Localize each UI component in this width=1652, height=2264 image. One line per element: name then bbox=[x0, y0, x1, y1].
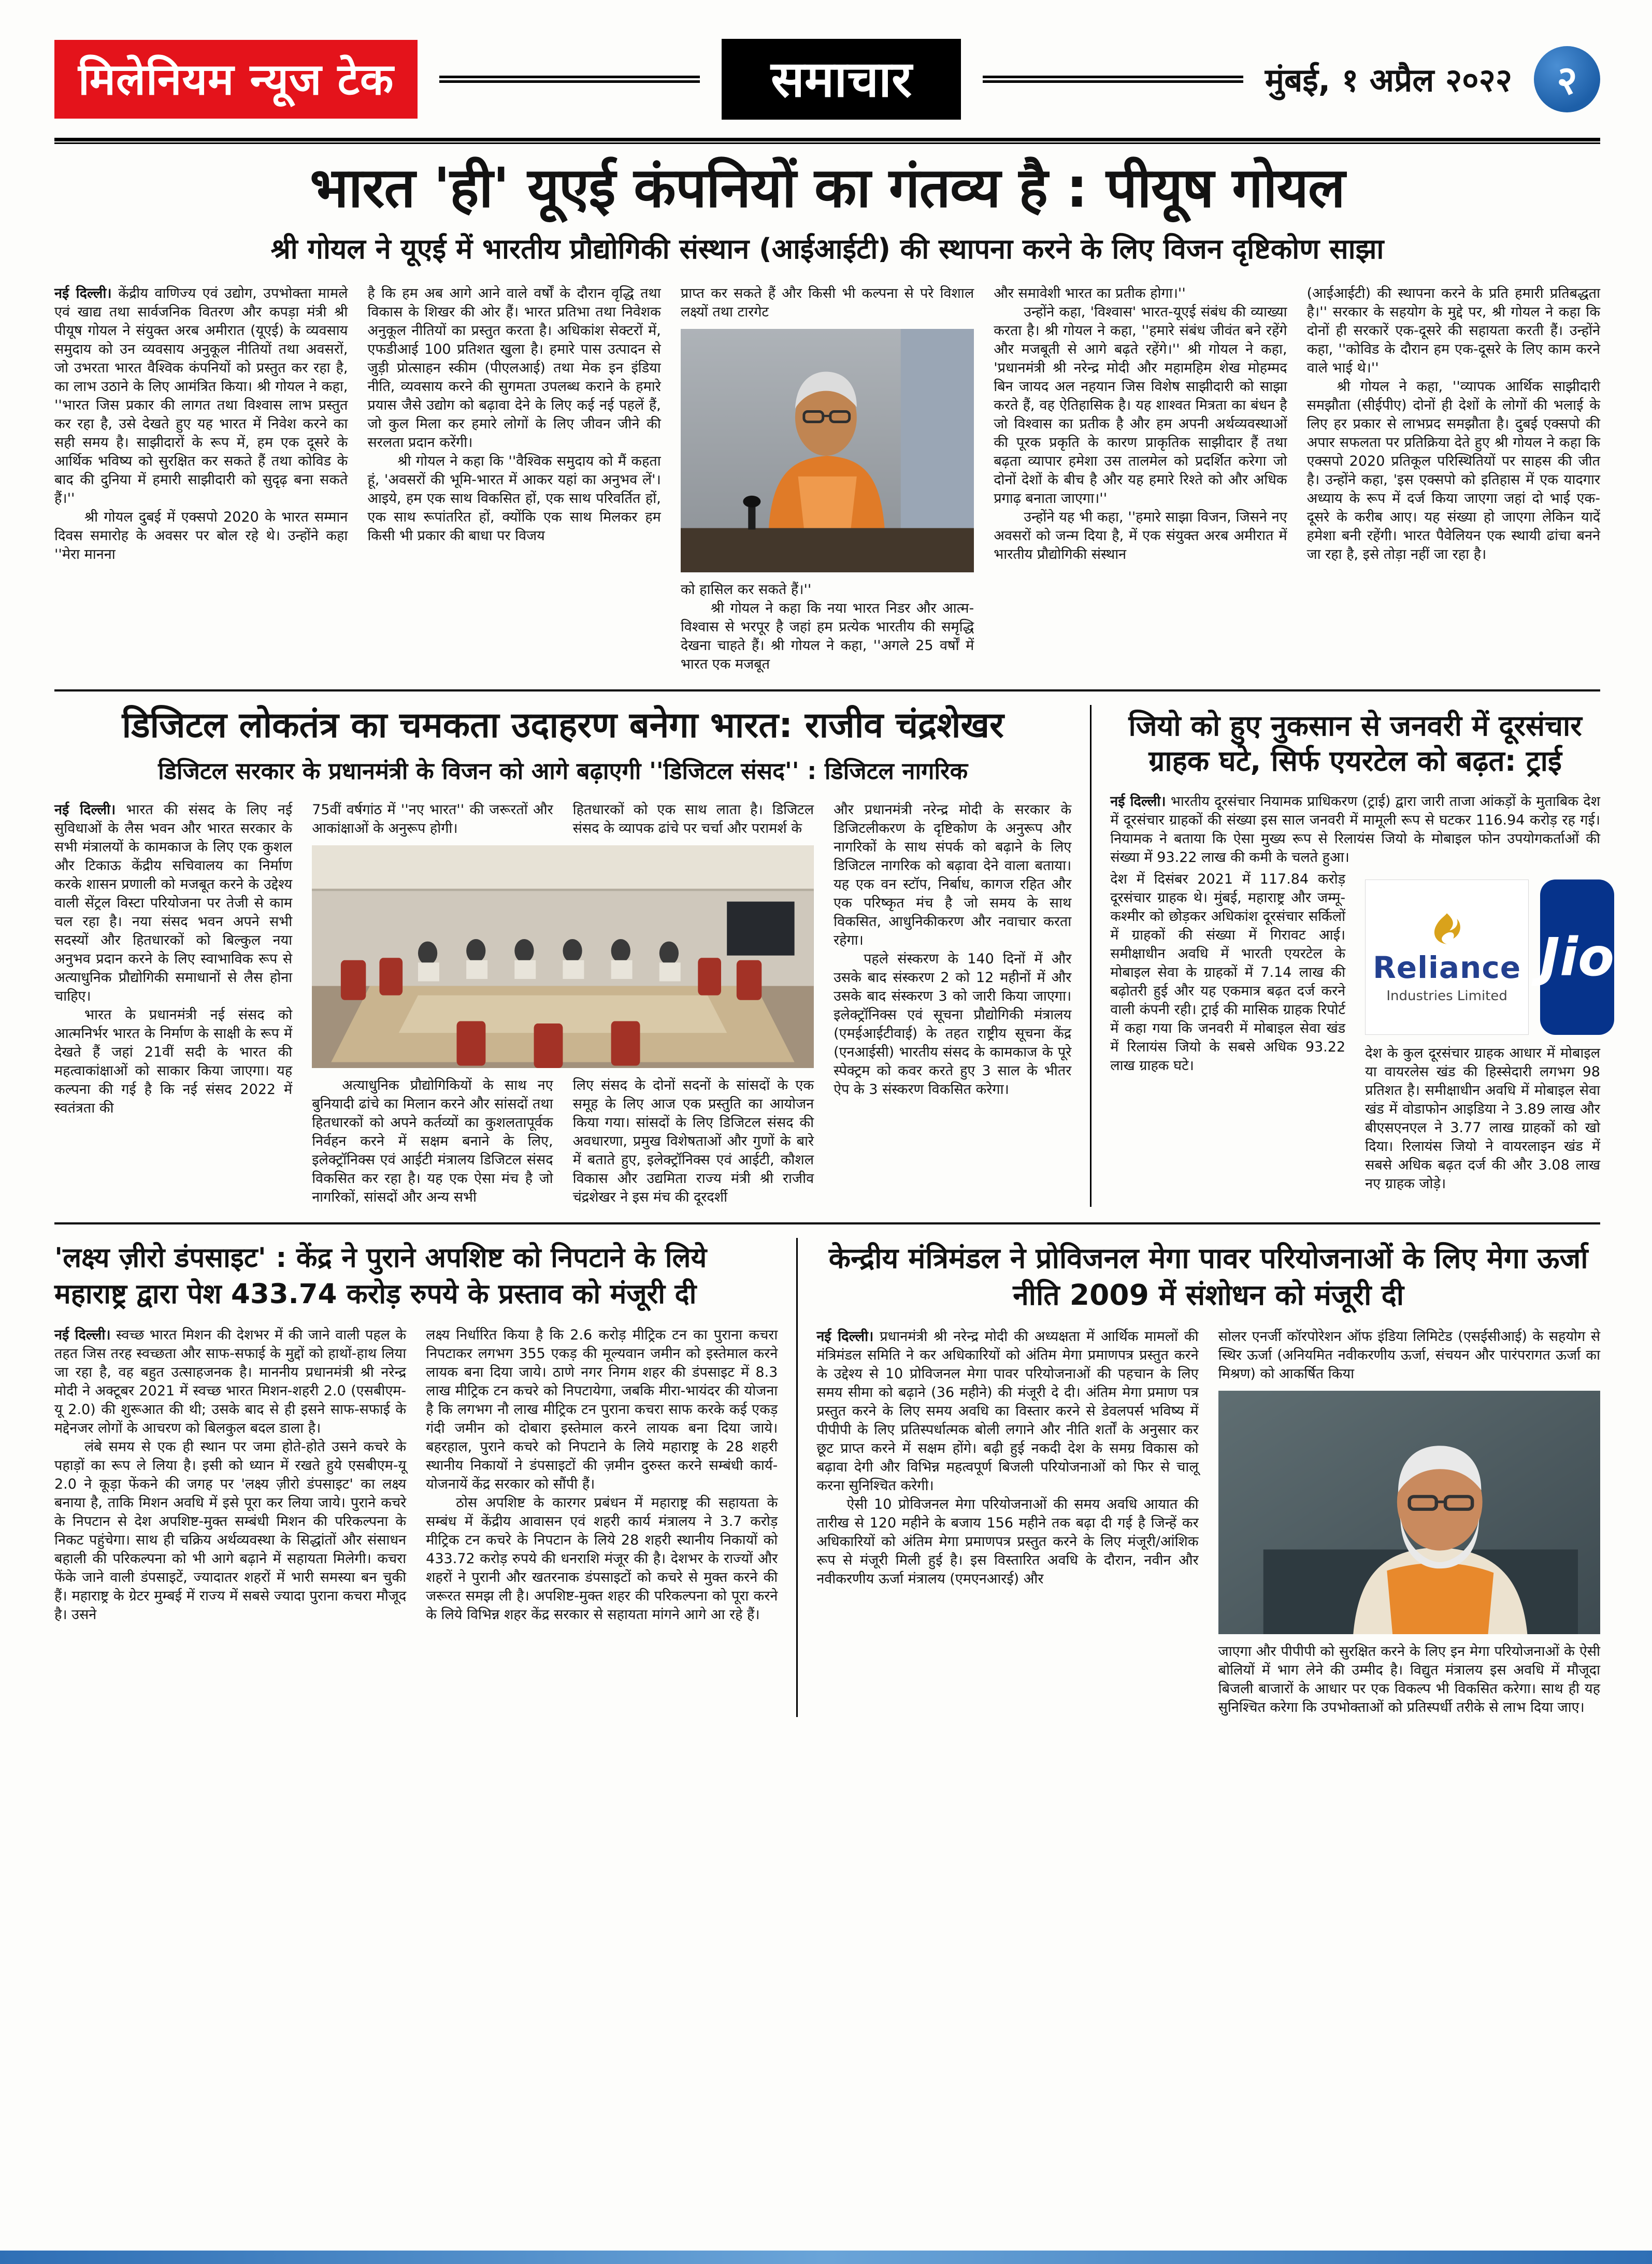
group-top-row bbox=[312, 801, 814, 838]
company-logos bbox=[1365, 879, 1615, 1035]
reliance-sub-text: Industries Limited bbox=[1386, 988, 1507, 1004]
body-paragraph: और समावेशी भारत का प्रतीक होगा।'' bbox=[994, 285, 1186, 301]
narendra-modi-photo bbox=[1218, 1391, 1600, 1634]
page-number: २ bbox=[1557, 57, 1577, 103]
article-column bbox=[994, 284, 1287, 674]
body-paragraph: देश में दिसंबर 2021 में 117.84 करोड़ दूरसंचार ग्राहक थे। मुंबई, महाराष्ट्र और जम्मू-कश्मीर को छोड़कर अधिकांश दूरसंचार सर्किलों में ग्राहकों की संख्या में गिरावट आई। समीक्षाधीन अवधि में भारती एयरटेल के मोबाइल सेवा के ग्राहकों में 7.14 लाख की बढ़ोतरी हुई और यह एकमात्र बढ़त दर्ज करने वाली कंपनी रही। ट्राई की मासिक ग्राहक रिपोर्ट में कहा गया कि जनवरी में मोबाइल सेवा खंड में रिलायंस जियो के सबसे अधिक 93.22 लाख ग्राहक घटे। bbox=[1110, 871, 1346, 1074]
section-divider bbox=[54, 1222, 1600, 1224]
body-paragraph bbox=[54, 1326, 406, 1438]
dumpsite-columns bbox=[54, 1326, 778, 1624]
dateline-lead: नई दिल्ली। bbox=[816, 1328, 874, 1345]
article-column bbox=[1365, 870, 1615, 1193]
article-column bbox=[834, 801, 1071, 1207]
paragraph-text: भारतीय दूरसंचार नियामक प्राधिकरण (ट्राई) द्वारा जारी ताजा आंकड़ों के मुताबिक देश में दूरसंचार ग्राहकों की संख्या इस साल जनवरी में मामूली रूप से घटकर 116.94 करोड़ रह गई। नियामक ने बताया कि ऐसा मुख्य रूप से रिलायंस जियो के मोबाइल फोन उपयोगकर्ताओं की संख्या में 93.22 लाख की कमी के चलते हुआ। bbox=[1110, 794, 1600, 866]
body-paragraph bbox=[1110, 792, 1600, 867]
body-paragraph: ऐसी 10 प्रोविजनल मेगा परियोजनाओं की समय अवधि आयात की तारीख से 120 महीने के बजाय 156 महीने तक बढ़ा दी गई है जिन्हें कर अधिकारियों को अंतिम मेगा प्रमाणपत्र प्रस्तुत करने के लिए मंजूरी/आंशिक रूप से मंजूरी मिली हुई है। इस विस्तारित अवधि के दौरान, नवीन और नवीकरणीय ऊर्जा मंत्रालय (एमएनआरई) और bbox=[816, 1496, 1199, 1587]
article-column bbox=[681, 284, 974, 674]
body-paragraph bbox=[816, 1328, 1198, 1495]
bottom-band bbox=[54, 1238, 1600, 1717]
body-paragraph: (आईआईटी) की स्थापना करने के प्रति हमारी प्रतिबद्धता है।'' सरकार के सहयोग के मुद्दे पर, श्री गोयल ने कहा कि दोनों ही सरकारें एक-दूसरे की सहायता करती हैं। उन्होंने कहा, ''कोविड के दौरान हम एक-दूसरे के लिए काम करने वाले भाई थे।'' bbox=[1306, 285, 1601, 376]
body-paragraph: श्री गोयल दुबई में एक्सपो 2020 के भारत सम्मान दिवस समारोह के अवसर पर बोल रहे थे। उन्होंने कहा ''मेरा मानना bbox=[54, 509, 348, 563]
piyush-goyal-photo bbox=[681, 329, 974, 572]
lead-columns bbox=[54, 284, 1600, 674]
megapower-columns bbox=[816, 1328, 1600, 1717]
body-paragraph: सोलर एनर्जी कॉरपोरेशन ऑफ इंडिया लिमिटेड (एसईसीआई) के सहयोग से स्थिर ऊर्जा (अनियमित नवीकरणीय ऊर्जा, संचयन और पारंपरागत ऊर्जा का मिश्रण) को आकर्षित किया bbox=[1218, 1328, 1600, 1382]
article-column bbox=[312, 801, 553, 838]
lead-subheadline: श्री गोयल ने यूएई में भारतीय प्रौद्योगिकी संस्थान (आईआईटी) की स्थापना करने के लिए विजन दृष्टिकोण साझा bbox=[270, 232, 1384, 265]
body-paragraph: जाएगा और पीपीपी को सुरक्षित करने के लिए इन मेगा परियोजनाओं के ऐसी बोलियों में भाग लेने की उम्मीद है। विद्युत मंत्रालय इस अवधि में मौजूदा बिजली बाजारों के आधार पर एक विकल्प भी विकसित करेगा। साथ ही यह सुनिश्चित करेगा कि उपभोक्ताओं को प्रतिस्पर्धी तरीके से लाभ दिया जाए। bbox=[1218, 1643, 1600, 1715]
reliance-flame-icon bbox=[1429, 911, 1465, 947]
paragraph-text: केंद्रीय वाणिज्य एवं उद्योग, उपभोक्ता मामले एवं खाद्य तथा सार्वजनिक वितरण और कपड़ा मंत्री श्री पीयूष गोयल ने संयुक्त अरब अमीरात (यूएई) के व्यवसाय समुदाय को उन व्यवसाय अनुकूल नीतियों तथा अवसरों, जो उभरता भारत वैश्विक कंपनियों को प्रस्तुत कर रहा है, का लाभ उठाने के लिए आमंत्रित किया। श्री गोयल ने कहा, ''भारत जिस प्रकार की लागत तथा विश्वास लाभ प्रस्तुत कर रहा है, उसे देखते हुए यह भारत में निवेश करने का सही समय है। साझीदारों के रूप में, हम एक दूसरे के आर्थिक भविष्य को सुरक्षित कर सकते हैं तथा कोविड के बाद की दुनिया में हमारी साझीदारी को सुदृढ़ बना सकते हैं।'' bbox=[54, 285, 348, 507]
article-column bbox=[54, 284, 348, 674]
dateline-lead: नई दिल्ली। bbox=[1110, 794, 1166, 810]
lead-article bbox=[54, 157, 1600, 674]
dateline-lead: नई दिल्ली। bbox=[54, 285, 112, 301]
group-bottom-row bbox=[312, 1076, 814, 1207]
page-number-badge bbox=[1534, 46, 1600, 112]
middle-band bbox=[54, 704, 1615, 1207]
newspaper-logo-text: मिलेनियम न्यूज टेक bbox=[78, 53, 394, 105]
digital-subheadline: डिजिटल सरकार के प्रधानमंत्री के विजन को आगे बढ़ाएगी ''डिजिटल संसद'' : डिजिटल नागरिक bbox=[158, 757, 968, 785]
body-paragraph: लक्ष्य निर्धारित किया है कि 2.6 करोड़ मीट्रिक टन का पुराना कचरा निपटाकर लगभग 355 एकड़ की मूल्यवान जमीन को इस्तेमाल करने लायक बना दिया जाये। ठाणे नगर निगम शहर की डंपसाइट में 8.3 लाख मीट्रिक टन कचरे को निपटायेगा, जबकि मीरा-भायंदर की योजना है कि लगभग नौ लाख मीट्रिक टन पुराना कचरा साफ करके कई एकड़ गंदी जमीन को दोबारा इस्तेमाल करने लायक बना दिया जाये। बहरहाल, पुराने कचरे को निपटाने के लिये महाराष्ट्र के 28 शहरी स्थानीय निकायों ने डंपसाइटों की ज़मीन दुरुस्त करने सम्बंधी कार्य-योजनायें केंद्र सरकार को सौंपी हैं। bbox=[426, 1326, 778, 1492]
article-column bbox=[367, 284, 660, 674]
zero-dumpsite-article bbox=[54, 1238, 796, 1717]
article-column bbox=[573, 801, 814, 838]
megapower-headline: केन्द्रीय मंत्रिमंडल ने प्रोविजनल मेगा पावर परियोजनाओं के लिए मेगा ऊर्जा नीति 2009 में संशोधन को मंजूरी दी bbox=[828, 1241, 1588, 1312]
jio-wordmark: Jio bbox=[1540, 926, 1615, 988]
jio-logo bbox=[1540, 879, 1614, 1035]
digital-headline: डिजिटल लोकतंत्र का चमकता उदाहरण बनेगा भारत: राजीव चंद्रशेखर bbox=[122, 704, 1004, 746]
article-column bbox=[1110, 870, 1345, 1193]
mega-power-article bbox=[796, 1238, 1600, 1717]
section-banner-text: समाचार bbox=[771, 50, 912, 108]
article-column bbox=[816, 1328, 1198, 1717]
reliance-wordmark: Reliance bbox=[1373, 950, 1521, 986]
dumpsite-headline: 'लक्ष्य ज़ीरो डंपसाइट' : केंद्र ने पुराने अपशिष्ट को निपटाने के लिये महाराष्ट्र द्वारा पेश 433.74 करोड़ रुपये के प्रस्ताव को मंजूरी दी bbox=[54, 1242, 707, 1310]
article-column-group bbox=[312, 801, 814, 1207]
footer-bar bbox=[0, 2251, 1652, 2264]
paragraph-text: स्वच्छ भारत मिशन की देशभर में की जाने वाली पहल के तहत जिस तरह स्वच्छता और साफ-सफाई के मुद्दों को हाथों-हाथ लिया जा रहा है, वह बहुत उत्साहजनक है। माननीय प्रधानमंत्री श्री नरेन्द्र मोदी ने अक्टूबर 2021 में स्वच्छ भारत मिशन-शहरी 2.0 (एसबीएम-यू 2.0) की शुरूआत की थी; उसके बाद से ही इसने साफ-सफाई के मद्देनजर लोगों के आचरण को बिलकुल बदल डाला है। bbox=[54, 1326, 407, 1436]
telecom-headline: जियो को हुए नुकसान से जनवरी में दूरसंचार ग्राहक घटे, सिर्फ एयरटेल को बढ़त: ट्राई bbox=[1128, 709, 1582, 778]
telecom-trai-article bbox=[1090, 705, 1615, 1207]
body-paragraph: हितधारकों को एक साथ लाता है। डिजिटल संसद के व्यापक ढांचे पर चर्चा और परामर्श के bbox=[572, 801, 814, 837]
body-paragraph: श्री गोयल ने कहा कि नया भारत निडर और आत्म-विश्वास से भरपूर है जहां हम प्रत्येक भारतीय की समृद्धि देखना चाहते हैं। श्री गोयल ने कहा, ''अगले 25 वर्षों में भारत एक मजबूत bbox=[680, 600, 974, 672]
digital-parliament-article bbox=[54, 705, 1090, 1207]
article-column bbox=[312, 1076, 553, 1207]
reliance-logo bbox=[1365, 879, 1529, 1035]
body-paragraph: को हासिल कर सकते हैं।'' bbox=[680, 581, 812, 598]
body-paragraph: प्राप्त कर सकते हैं और किसी भी कल्पना से परे विशाल लक्ष्यों तथा टारगेट bbox=[680, 285, 974, 320]
dateline: मुंबई, १ अप्रैल २०२२ bbox=[1265, 61, 1513, 99]
section-divider bbox=[54, 689, 1600, 691]
body-paragraph: 75वीं वर्षगांठ में ''नए भारत'' की जरूरतों और आकांक्षाओं के अनुरूप होगी। bbox=[312, 801, 553, 837]
lead-headline: भारत 'ही' यूएई कंपनियों का गंतव्य है : पीयूष गोयल bbox=[310, 156, 1345, 220]
article-column bbox=[573, 1076, 814, 1207]
body-paragraph: लिए संसद के दोनों सदनों के सांसदों के एक समूह के लिए आज एक प्रस्तुति का आयोजन किया गया। सांसदों के लिए डिजिटल संसद की अवधारणा, प्रमुख विशेषताओं और गुणों के बारे में बताते हुए, इलेक्ट्रॉनिक्स एवं आईटी, कौशल विकास और उद्यमिता राज्य मंत्री श्री राजीव चंद्रशेखर ने इस मंच की दूरदर्शी bbox=[572, 1077, 814, 1205]
article-column bbox=[54, 1326, 406, 1624]
body-paragraph bbox=[54, 284, 348, 508]
article-column bbox=[1218, 1328, 1600, 1717]
body-paragraph: देश के कुल दूरसंचार ग्राहक आधार में मोबाइल या वायरलेस खंड की हिस्सेदारी लगभग 98 प्रतिशत है। समीक्षाधीन अवधि में मोबाइल सेवा खंड में वोडाफोन आइडिया ने 3.89 लाख और बीएसएनएल ने 3.77 लाख ग्राहकों को खो दिया। रिलायंस जियो ने वायरलाइन खंड में सबसे अधिक बढ़त दर्ज की और 3.08 लाख नए ग्राहक जोड़े। bbox=[1365, 1045, 1600, 1192]
paragraph-text: प्रधानमंत्री श्री नरेन्द्र मोदी की अध्यक्षता में आर्थिक मामलों की मंत्रिमंडल समिति ने कर अधिकारियों को अंतिम मेगा प्रमाणपत्र प्रस्तुत करने के उद्देश्य से 10 प्रोविजनल मेगा पावर परियोजनाओं की पहचान के लिए समय सीमा को बढ़ाने (36 महीने) की मंजूरी दे दी। अंतिम मेगा प्रमाण पत्र प्रस्तुत करने के लिए समय अवधि का विस्तार करने से डेवलपर्स भविष्य में पीपीपी के लिए प्रतिस्पर्धात्मक बोली लगाने और नीति शर्तों के अनुसार कर छूट प्राप्त करने में सक्षम होंगे। बढ़ी हुई नकदी देश के समग्र विकास को बढ़ावा देगी और विभिन्न महत्वपूर्ण बिजली परियोजनाओं को फिर से चालू करना सुनिश्चित करेगी। bbox=[816, 1328, 1199, 1494]
body-paragraph: ठोस अपशिष्ट के कारगर प्रबंधन में महाराष्ट्र की सहायता के सम्बंध में केंद्रीय आवासन एवं शहरी कार्य मंत्रालय ने 3.7 करोड़ मीट्रिक टन कचरे के निपटान के लिये 28 शहरी स्थानीय निकायों को 433.72 करोड़ रुपये की धनराशि मंजूर की है। देशभर के राज्यों और शहरों ने पुरानी और खतरनाक डंपसाइटों को कचरे से मुक्त करने की जरूरत समझ ली है। अपशिष्ट-मुक्त शहर की परिकल्पना को पूरा करने के लिये विभिन्न शहर केंद्र सरकार से सहायता मांगने आगे आ रहे हैं। bbox=[426, 1494, 778, 1623]
body-paragraph: और प्रधानमंत्री नरेन्द्र मोदी के सरकार के डिजिटलीकरण के दृष्टिकोण के अनुरूप और नागरिकों के साथ संपर्क को बढ़ाने के लिए डिजिटल नागरिक को बढ़ावा देने वाला बताया। यह एक वन स्टॉप, निर्बाध, कागज रहित और एक परिष्कृत मंच है जो समय के साथ विकसित, आधुनिकीकरण और नवाचार करता रहेगा। bbox=[834, 801, 1072, 948]
article-column bbox=[426, 1326, 778, 1624]
digital-sansad-meeting-photo bbox=[312, 845, 814, 1068]
body-paragraph: उन्होंने यह भी कहा, ''हमारे साझा विजन, जिसने नए अवसरों को जन्म दिया है, में एक संयुक्त अरब अमीरात में भारतीय प्रौद्योगिकी संस्थान bbox=[994, 509, 1287, 563]
dateline-lead: नई दिल्ली। bbox=[54, 1326, 111, 1343]
newspaper-logo bbox=[54, 40, 418, 119]
digital-columns bbox=[54, 801, 1071, 1207]
masthead-divider bbox=[54, 138, 1600, 144]
body-paragraph: भारत के प्रधानमंत्री नई संसद को आत्मनिर्भर भारत के निर्माण के साक्षी के रूप में देखते हैं जहां 21वीं सदी के भारत की महत्वाकांक्षाओं को साकार किया जाएगा। यह कल्पना की गई है कि नई संसद 2022 में स्वतंत्रता की bbox=[54, 1006, 293, 1116]
article-column bbox=[1307, 284, 1600, 674]
paragraph-text: भारत की संसद के लिए नई सुविधाओं के लैस भवन और भारत सरकार के सभी मंत्रालयों के कामकाज के लिए एक कुशल और टिकाऊ केंद्रीय सचिवालय का निर्माण करके शासन प्रणाली को मजबूत करने के उद्देश्य वाली सेंट्रल विस्टा परियोजना पर तेजी से काम चल रहा है। नया संसद भवन अपने सभी सदस्यों और हितधारकों को बिल्कुल नया अनुभव प्रदान करने के लिए स्वाभाविक रूप से अत्याधुनिक प्रौद्योगिकी समाधानों से लैस होना चाहिए। bbox=[54, 801, 293, 1004]
body-paragraph: अत्याधुनिक प्रौद्योगिकियों के साथ नए बुनियादी ढांचे का मिलान करने और सांसदों तथा हितधारकों को अपने कर्तव्यों का कुशलतापूर्वक निर्वहन करने में सक्षम बनाने के लिए, इलेक्ट्रॉनिक्स एवं आईटी मंत्रालय डिजिटल संसद विकसित कर रहा है। यह एक ऐसा मंच है जो नागरिकों, सांसदों और अन्य सभी bbox=[312, 1077, 553, 1205]
masthead-rule-right bbox=[983, 76, 1243, 83]
body-paragraph: उन्होंने कहा, 'विश्वास' भारत-यूएई संबंध की व्याख्या करता है। श्री गोयल ने कहा, ''हमारे संबंध जीवंत बने रहेंगे और मजबूती से आगे बढ़ते रहेंगे।'' श्री गोयल ने कहा, 'प्रधानमंत्री श्री नरेन्द्र मोदी और महामहिम शेख मोहम्मद बिन जायद अल नहयान जिस विशेष साझीदारी को साझा करते हैं, वह ऐतिहासिक है। यह शाश्वत मित्रता का बंधन है जो विश्वास का प्रतीक है और हम अपनी अर्थव्यवस्थाओं की पूरक प्रकृति के कारण प्राकृतिक साझीदार हैं तथा बढ़ता व्यापार हमेशा उस तालमेल को प्रदर्शित करेगा जो दोनों देशों के बीच है और यह हमारे रिश्ते को और अधिक प्रगाढ़ बनाता जाएगा।'' bbox=[994, 304, 1287, 507]
body-paragraph: पहले संस्करण के 140 दिनों में और उसके बाद संस्करण 2 को 12 महीनों में और उसके बाद संस्करण 3 को जारी किया जाएगा। इलेक्ट्रॉनिक्स एवं सूचना प्रौद्योगिकी मंत्रालय (एमईआईटीवाई) के तहत राष्ट्रीय सूचना केंद्र (एनआईसी) भारतीय संसद के कामकाज के पूरे स्पेक्ट्रम को कवर करते हुए 3 साल के भीतर ऐप के 3 संस्करण विकसित करेगा। bbox=[834, 950, 1072, 1098]
body-paragraph bbox=[54, 801, 292, 1006]
dateline-lead: नई दिल्ली। bbox=[54, 801, 116, 818]
section-banner bbox=[722, 39, 961, 120]
body-paragraph: श्री गोयल ने कहा, ''व्यापक आर्थिक साझीदारी समझौता (सीईपीए) दोनों ही देशों के लोगों की भलाई के लिए हर प्रकार से लाभप्रद समझौता है। दुबई एक्सपो की अपार सफलता पर प्रतिक्रिया देते हुए श्री गोयल ने कहा कि एक्सपो 2020 प्रतिकूल परिस्थितियों पर साहस की जीत है। उन्होंने कहा, 'इस एक्सपो को इतिहास में एक यादगार अध्याय के रूप में दर्ज किया जाएगा जहां दो भाई एक-दूसरे के करीब आए। यह संख्या हो जाएगा लेकिन यादें हमेशा बनी रहेंगी। भारत पैवेलियन एक स्थायी ढांचा बनने जा रहा है, इसे तोड़ा नहीं जा रहा है। bbox=[1306, 378, 1601, 563]
article-column bbox=[54, 801, 292, 1207]
body-paragraph: श्री गोयल ने कहा कि ''वैश्विक समुदाय को मैं कहता हूं, 'अवसरों की भूमि-भारत में आकर यहां का अनुभव लें'। आइये, हम एक साथ विकसित हों, एक साथ परिवर्तित हों, एक साथ रूपांतरित हों, क्योंकि एक साथ मिलकर हम किसी भी प्रकार की बाधा पर विजय bbox=[367, 453, 661, 544]
telecom-columns bbox=[1110, 870, 1615, 1193]
masthead bbox=[54, 28, 1600, 129]
masthead-rule-left bbox=[439, 76, 700, 83]
body-paragraph: है कि हम अब आगे आने वाले वर्षों के दौरान वृद्धि तथा विकास के शिखर की ओर हैं। भारत प्रतिभा तथा निवेशक अनुकूल नीतियों का प्रस्तुत करता है। अधिकांश सेक्टरों में, एफडीआई 100 प्रतिशत खुला है। हमारे पास उत्पादन से जुड़ी प्रोत्साहन स्कीम (पीएलआई) तथा मेक इन इंडिया नीति, व्यवसाय करने की सुगमता उपलब्ध कराने के हमारे प्रयास जैसे उद्योग को बढ़ावा देने के लिए कई नई पहलें हैं, जो कुल मिला कर हमारे लोगों के लिए जीवन जीने की सरलता प्रदान करेंगी। bbox=[367, 285, 661, 451]
body-paragraph: लंबे समय से एक ही स्थान पर जमा होते-होते उसने कचरे के पहाड़ों का रूप ले लिया है। इसी को ध्यान में रखते हुये एसबीएम-यू 2.0 ने कूड़ा फेंकने की जगह पर 'लक्ष्य ज़ीरो डंपसाइट' का लक्ष्य बनाया है, ताकि मिशन अवधि में इसे पूरा कर लिया जाये। पुराने कचरे के निपटान से देश अपशिष्ट-मुक्त सम्बंधी मिशन की परिकल्पना के निकट पहुंचेगा। साथ ही चक्रिय अर्थव्यवस्था के सिद्धांतों और संसाधन बहाली की परिकल्पना को भी आगे बढ़ाने में सहायता मिलेगी। कचरा फेंके जाने वाली डंपसाइटें, ज्यादातर शहरों में भारी समस्या बन चुकी हैं। महाराष्ट्र के ग्रेटर मुम्बई में राज्य में सबसे ज्यादा पुराना कचरा मौजूद है। उसने bbox=[54, 1438, 407, 1623]
